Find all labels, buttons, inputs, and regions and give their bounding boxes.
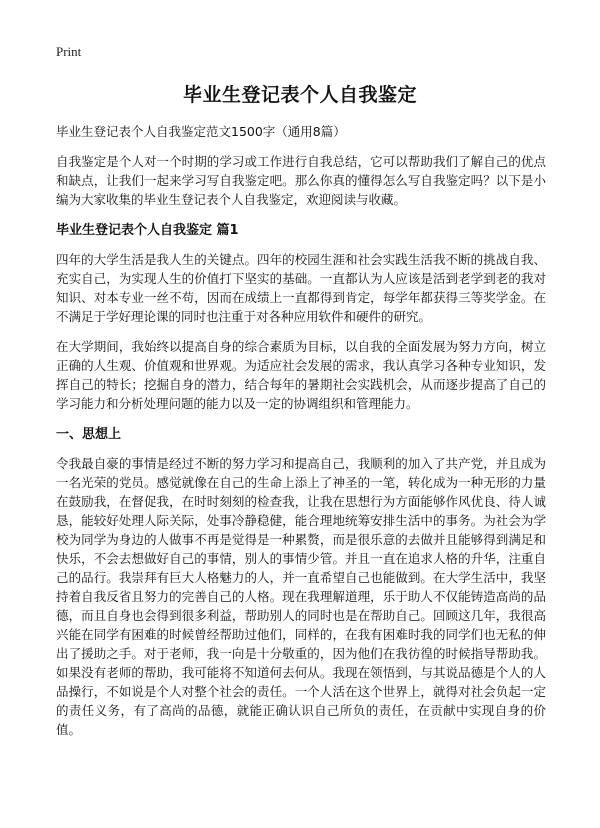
section2-paragraph-1: 令我最自豪的事情是经过不断的努力学习和提高自己，我顺利的加入了共产党，并且成为一名光荣的党员。感觉就像在自己的生命上添上了神圣的一笔，转化成为一种无形的力量在鼓励我，在督促我，在时时刻刻的检查我，让我在思想行为方面能够作风优良、待人诚恳，能较好处理人际关际，处事冷静稳健，能合理地统筹安排生活中的事务。为社会为学校为同学为身边的人做事不再是觉得是一种累赘，而是很乐意的去做并且能够得到满足和快乐，不会去想做好自己的事情，别人的事情少管。并且一直在追求人格的升华，注重自己的品行。我崇拜有巨大人格魅力的人，并一直希望自己也能做到。在大学生活中，我坚持着自我反省且努力的完善自己的人格。现在我理解道理，乐于助人不仅能铸造高尚的品德，而且自身也会得到很多利益，帮助别人的同时也是在帮助自己。回顾这几年，我很高兴能在同学有困难的时候曾经帮助过他们，同样的，在我有困难时我的同学们也无私的伸出了援助之手。对于老师，我一向是十分敬重的，因为他们在我彷徨的时候指导帮助我。如果没有老师的帮助，我可能将不知道何去何从。我现在领悟到，与其说品德是个人的人品操行，不如说是个人对整个社会的责任。一个人活在这个世界上，就得对社会负起一定的责任义务，有了高尚的品德，就能正确认识自己所负的责任，在贡献中实现自身的价值。 bbox=[56, 456, 546, 737]
section-heading-1: 毕业生登记表个人自我鉴定 篇1 bbox=[56, 223, 239, 238]
intro-paragraph: 自我鉴定是个人对一个时期的学习或工作进行自我总结，它可以帮助我们了解自己的优点和缺点，让我们一起来学习写自我鉴定吧。那么你真的懂得怎么写自我鉴定吗？以下是小编为大家收集的毕业生登记表个人自我鉴定，欢迎阅读与收藏。 bbox=[56, 154, 546, 207]
section-heading-2: 一、思想上 bbox=[56, 427, 122, 442]
print-link[interactable]: Print bbox=[56, 44, 82, 59]
document-title: 毕业生登记表个人自我鉴定 bbox=[182, 84, 417, 106]
document-subtitle: 毕业生登记表个人自我鉴定范文1500字（通用8篇） bbox=[56, 124, 346, 139]
section1-paragraph-1: 四年的大学生活是我人生的关键点。四年的校园生涯和社会实践生活我不断的挑战自我、充实自己，为实现人生的价值打下坚实的基础。一直都认为人应该是活到老学到老的我对知识、对本专业一丝不苟，因而在成绩上一直都得到肯定，每学年都获得三等奖学金。在不满足于学好理论课的同时也注重于对各种应用软件和硬件的研究。 bbox=[56, 252, 546, 324]
document-body bbox=[56, 122, 546, 750]
section1-paragraph-2: 在大学期间，我始终以提高自身的综合素质为目标，以自我的全面发展为努力方向，树立正确的人生观、价值观和世界观。为适应社会发展的需求，我认真学习各种专业知识，发挥自己的特长；挖掘自身的潜力，结合每年的暑期社会实践机会，从而逐步提高了自己的学习能力和分析处理问题的能力以及一定的协调组织和管理能力。 bbox=[56, 339, 546, 411]
